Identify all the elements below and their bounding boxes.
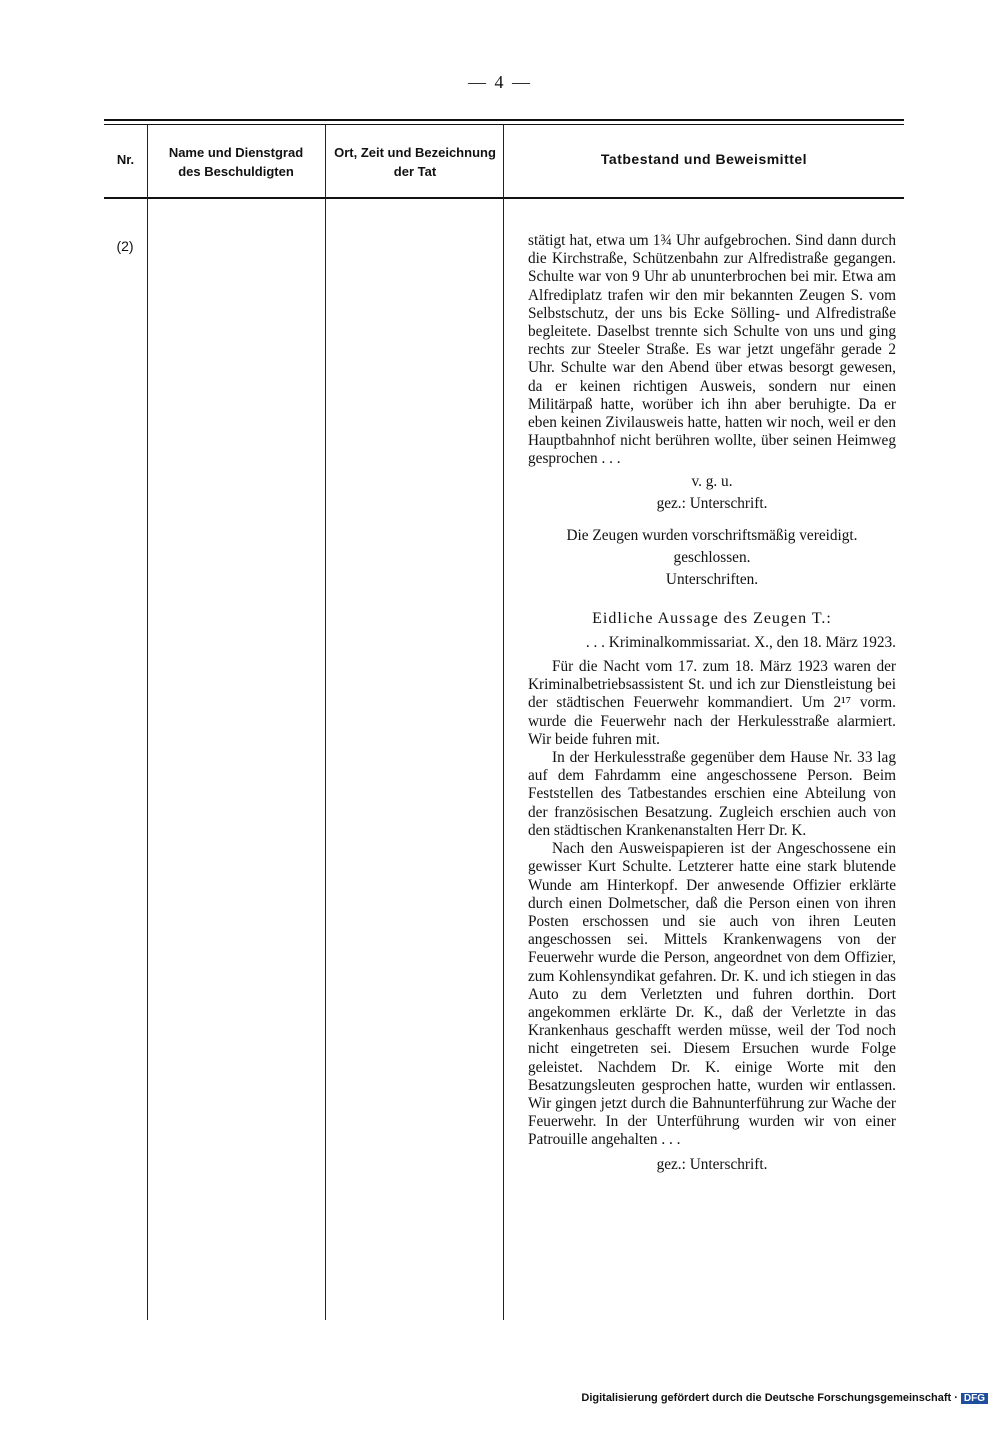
header-tatbestand: Tatbestand und Beweismittel xyxy=(600,151,808,167)
dfg-logo: DFG xyxy=(961,1393,988,1404)
section-heading: Eidliche Aussage des Zeugen T.: xyxy=(592,609,832,627)
page-number: — 4 — xyxy=(468,72,532,92)
column-divider-2 xyxy=(325,125,326,1320)
header-ort: Ort, Zeit und Bezeichnung der Tat xyxy=(334,145,496,179)
header-name: Name und Dienstgrad des Beschuldigten xyxy=(168,145,304,179)
dateline: . . . Kriminalkommissariat. X., den 18. März 1923. xyxy=(585,633,896,651)
column-divider-1 xyxy=(147,125,148,1320)
column-divider-3 xyxy=(503,125,504,1320)
oath-line: Die Zeugen wurden vorschriftsmäßig vereidigt. xyxy=(566,527,858,545)
tatbestand-text xyxy=(528,232,896,1174)
header-nr: Nr. xyxy=(116,152,135,167)
paragraph-1: stätigt hat, etwa um 1¾ Uhr aufgebrochen. Sind dann durch die Kirchstraße, Schützenbahn zur Alfredistraße gegangen. Schulte war von 9 Uhr ab ununterbrochen bei mir. Etwa am Alfrediplatz trafen wir den mir bekannten Zeugen S. vom Selbstschutz, der uns bis Ecke Sölling- und Alfredistraße begleitete. Daselbst trennte sich Schulte von uns und ging rechts zur Steeler Straße. Es war jetzt ungefähr gerade 2 Uhr. Schulte war den Abend über etwas besorgt gewesen, da er keinen richtigen Ausweis, sondern nur einen Militärpaß hatte, worüber ich ihn aber beruhigte. Da er eben keinen Zivilausweis hatte, hatten wir noch, weil er den Hauptbahnhof nicht berühren wollte, über seinen Heimweg gesprochen . . . xyxy=(528,232,896,468)
row-number: (2) xyxy=(116,238,134,254)
vgu-line: v. g. u. xyxy=(691,472,733,490)
table-header-rule xyxy=(104,197,904,199)
paragraph-4: Nach den Ausweispapieren ist der Angeschossene ein gewisser Kurt Schulte. Letzterer hatte eine stark blutende Wunde am Hinterkopf. Der anwesende Offizier erklärte durch einen Dolmetscher, daß die Person einen von ihren Posten erschossen und sie auch von ihren Leuten angeschossen sei. Mittels Krankenwagens von der Feuerwehr wurde die Person, angeordnet von dem Offizier, zum Kohlensyndikat gefahren. Dr. K. und ich stiegen in das Auto zu dem Verletzten und fuhren dorthin. Dort angekommen erklärte Dr. K., daß der Verletzte in das Krankenhaus geschafft werden müsse, weil der Tod noch nicht eingetreten sei. Diesem Ersuchen wurde Folge geleistet. Nachdem Dr. K. einige Worte mit den Besatzungsleuten gesprochen hatte, wurden wir entlassen. Wir gingen jetzt durch die Bahnunterführung zur Wache der Feuerwehr. In der Unterführung wurden wir von einer Patrouille angehalten . . . xyxy=(528,840,896,1149)
table-top-rule-thin xyxy=(104,124,904,125)
signature-line-1: gez.: Unterschrift. xyxy=(656,494,768,512)
table-top-rule xyxy=(104,119,904,121)
footer-credit xyxy=(581,1392,988,1404)
signature-line-2: gez.: Unterschrift. xyxy=(656,1155,768,1173)
signatures-line: Unterschriften. xyxy=(665,571,759,589)
closed-line: geschlossen. xyxy=(673,549,751,567)
paragraph-2: Für die Nacht vom 17. zum 18. März 1923 waren der Kriminalbetriebsassistent St. und ich zur Dienstleistung bei der städtischen Feuerwehr kommandiert. Um 2¹⁷ vorm. wurde die Feuerwehr nach der Herkulesstraße alarmiert. Wir beide fuhren mit. xyxy=(528,658,896,748)
paragraph-3: In der Herkulesstraße gegenüber dem Hause Nr. 33 lag auf dem Fahrdamm eine angeschossene Person. Beim Feststellen des Tatbestandes erschien eine Abteilung von der französischen Besatzung. Zugleich erschien auch von den städtischen Krankenanstalten Herr Dr. K. xyxy=(528,749,896,839)
footer-text: Digitalisierung gefördert durch die Deutsche Forschungsgemeinschaft · xyxy=(581,1392,958,1404)
